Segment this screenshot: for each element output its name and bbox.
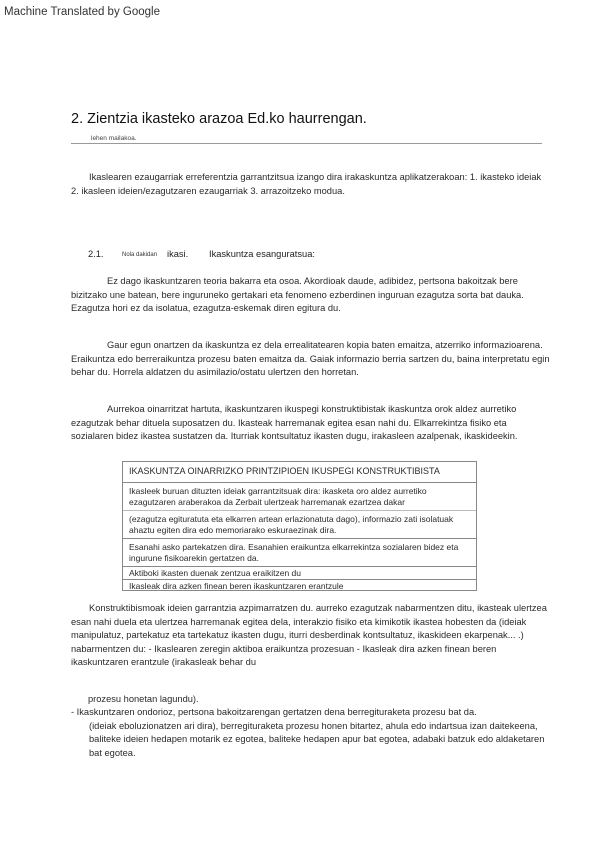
table-row: (ezagutza egituratuta eta elkarren artean erlazionatuta dago), informazio zati isolatuak ahaztu egiten dira edo memoriarako eskuraezinak dira. [123, 510, 476, 538]
page-title: 2. Zientzia ikasteko arazoa Ed.ko haurrengan. [71, 111, 367, 127]
paragraph-4: Konstruktibismoak ideien garrantzia azpimarratzen du. aurreko ezagutzak nabarmentzen ditu, ikasteak ulertzea esan nahi duela eta ulertzea harremanak egitea dela, interakzio fisiko eta kimikotik ikastea hobesten da (ideiak manipulatuz, partekatuz eta tartekatuz ikasten dugu, iturri desberdinak kontsultatuz, ikaskideen ekarpenak... .) nabarmentzen du: - Ikaslearen zeregin aktiboa eraikuntza prozesuan - Ikasleak dira azken finean beren ikaskuntzaren erantzule (irakasleak behar du [71, 603, 547, 667]
table-row: Ikasleek buruan dituzten ideiak garrantzitsuak dira: ikasketa oro aldez aurretiko ezagutzaren araberakoa da Zerbait ulertzeak harremanak ezartzea dakar [123, 482, 476, 510]
table-row: Esanahi asko partekatzen dira. Esanahien eraikuntza elkarrekintza sozialaren bidez eta ingurune fisikoarekin gertatzen da. [123, 538, 476, 566]
machine-translated-label: Machine Translated by Google [4, 6, 160, 18]
paragraph-3: Aurrekoa oinarritzat hartuta, ikaskuntzaren ikuspegi konstruktibistak ikaskuntza orok aldez aurretiko ezagutzak behar dituela suposatzen du. Ikasteak harremanak egitea esan nahi du. Elkarrekintza fisiko eta sozialaren bidez ikastea sustatzen da. Iturriak kontsultatuz ikasten dugu, irakasleen azalpenak, ikaskideekin. [71, 404, 518, 441]
principles-table [122, 461, 477, 591]
page-subtitle: lehen mailakoa. [91, 135, 137, 142]
section-number: 2.1. [88, 249, 104, 259]
table-row: Aktiboki ikasten duenak zentzua eraikitzen du [123, 566, 476, 579]
paragraph-6-continuation: (ideiak eboluzionatzen ari dira), berregituraketa prozesu honen bitartez, ahula edo indartsua izan daitekeena, baliteke ideien hedapen motarik ez egotea, baliteke hedapen apur bat egotea, adabaki batzuk edo aldaketaren bat egotea. [89, 720, 545, 758]
paragraph-5: prozesu honetan lagundu). [88, 694, 199, 704]
table-row: Ikasleak dira azken finean beren ikaskuntzaren erantzule [123, 579, 476, 590]
section-heading: Ikaskuntza esanguratsua: [209, 249, 315, 259]
section-small-text: Nola dakidan [122, 252, 158, 258]
title-divider [71, 143, 542, 144]
paragraph-1: Ez dago ikaskuntzaren teoria bakarra eta osoa. Akordioak daude, adibidez, pertsona bakoitzak bere bizitzako une batean, bere inguruneko gertakari eta fenomeno ezberdinen inguruan ezagutza sorta bat dauka. Ezagutza hori ez da isolatua, ezagutza-eskemak diren egitura du. [71, 276, 524, 313]
paragraph-6 [71, 706, 546, 760]
intro-paragraph: Ikaslearen ezaugarriak erreferentzia garrantzitsua izango dira irakaskuntza aplikatzerakoan: 1. ikasteko ideiak 2. ikasleen ideien/ezagutzaren ezaugarriak 3. arrazoitzeko modua. [71, 172, 542, 196]
paragraph-6-first-line: - Ikaskuntzaren ondorioz, pertsona bakoitzarengan gertatzen dena berregituraketa prozesu bat da. [71, 707, 477, 717]
paragraph-2: Gaur egun onartzen da ikaskuntza ez dela errealitatearen kopia baten emaitza, atzerriko informazioarena. Eraikuntza edo berreraikuntza prozesu baten emaitza da. Gaiak informazio berria sartzen du, baina interpretatu egin behar du. Horrela aldatzen du asimilazio/ostatu ulertzen den horretan. [71, 340, 550, 377]
table-header: IKASKUNTZA OINARRIZKO PRINTZIPIOEN IKUSPEGI KONSTRUKTIBISTA [129, 466, 440, 476]
section-ikasi: ikasi. [167, 249, 189, 259]
